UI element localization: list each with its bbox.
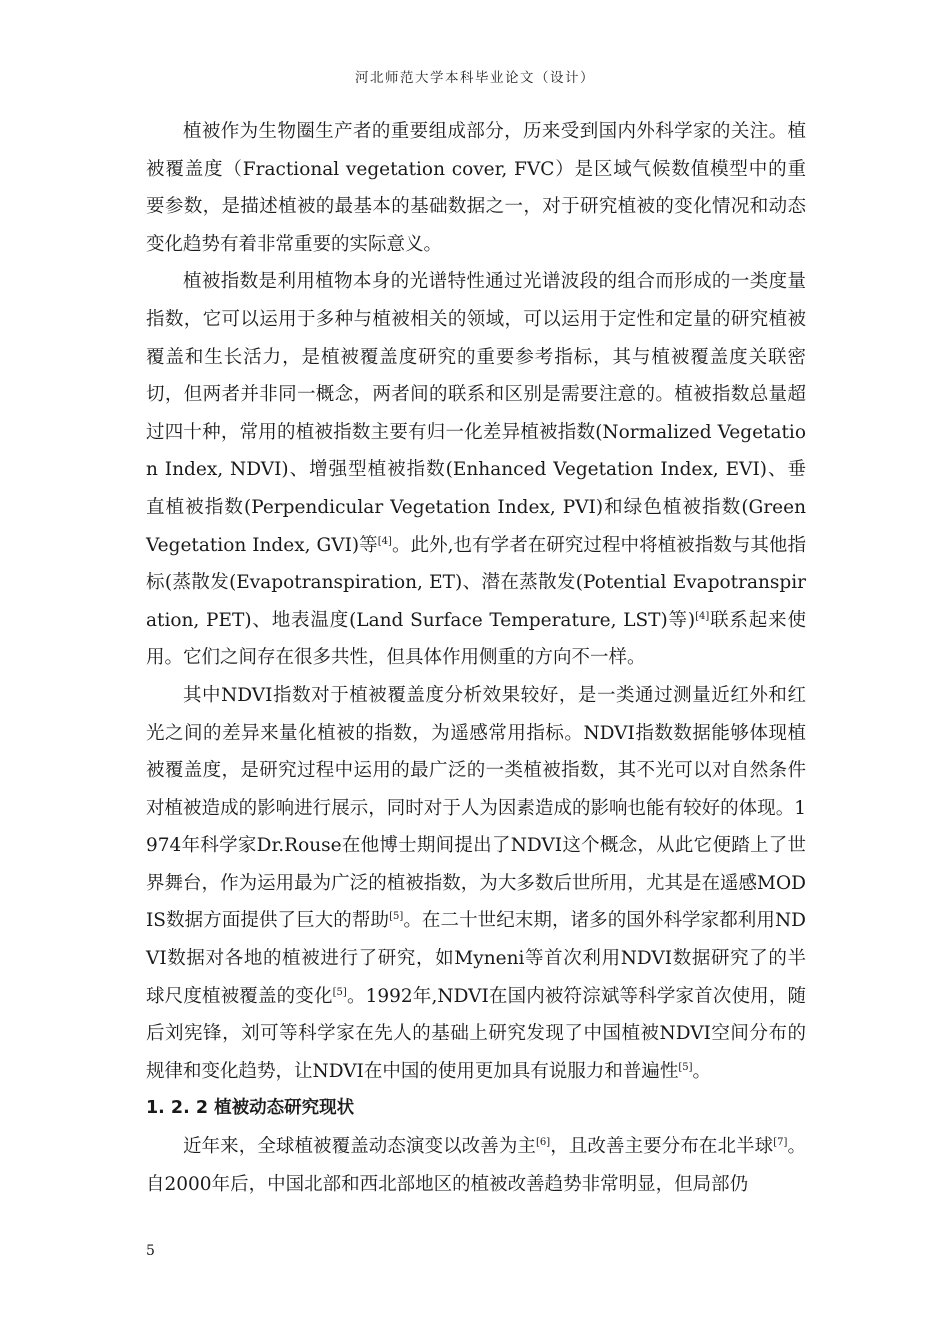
paragraph-dynamics <box>146 1128 806 1203</box>
text-run: 。自2000年后，中国北部和西北部地区的植被改善趋势非常明显，但局部仍 <box>146 1136 806 1195</box>
citation: [4] <box>695 610 710 622</box>
paragraph-vegetation-index <box>146 263 806 677</box>
page-header: 河北师范大学本科毕业论文（设计） <box>355 70 595 86</box>
body-text <box>146 113 806 1203</box>
text-run: 。在二十世纪末期，诸多的国外科学家都利用NDVI数据对各地的植被进行了研究，如Myneni等首次利用NDVI数据研究了的半球尺度植被覆盖的变化 <box>146 910 806 1007</box>
paragraph-ndvi <box>146 677 806 1091</box>
text-run: 。此外,也有学者在研究过程中将植被指数与其他指标(蒸散发(Evapotranspiration, ET)、潜在蒸散发(Potential Evapotranspiration, PET)、地表温度(Land Surface Temperature, LST)等) <box>146 534 806 631</box>
text-run: 其中NDVI指数对于植被覆盖度分析效果较好，是一类通过测量近红外和红光之间的差异来量化植被的指数，为遥感常用指标。NDVI指数数据能够体现植被覆盖度，是研究过程中运用的最广泛的一类植被指数，其不光可以对自然条件对植被造成的影响进行展示，同时对于人为因素造成的影响也能有较好的体现。1974年科学家Dr.Rouse在他博士期间提出了NDVI这个概念，从此它便踏上了世界舞台，作为运用最为广泛的植被指数，为大多数后世所用，尤其是在遥感MODIS数据方面提供了巨大的帮助 <box>146 684 806 932</box>
citation: [4] <box>377 535 392 547</box>
text-run: 。1992年,NDVI在国内被符淙斌等科学家首次使用，随后刘宪锋，刘可等科学家在先人的基础上研究发现了中国植被NDVI空间分布的规律和变化趋势，让NDVI在中国的使用更加具有说服力和普遍性 <box>146 985 806 1082</box>
text-run: 近年来，全球植被覆盖动态演变以改善为主 <box>183 1136 537 1158</box>
text-run: 联系起来使用。它们之间存在很多共性，但具体作用侧重的方向不一样。 <box>146 609 806 669</box>
citation: [6] <box>536 1136 551 1148</box>
text-run: 。 <box>692 1060 712 1082</box>
text-run: 植被作为生物圈生产者的重要组成部分，历来受到国内外科学家的关注。植被覆盖度（Fractional vegetation cover, FVC）是区域气候数值模型中的重要参数，是描述植被的最基本的基础数据之一，对于研究植被的变化情况和动态变化趋势有着非常重要的实际意义。 <box>146 121 806 255</box>
section-heading: 1. 2. 2 植被动态研究现状 <box>146 1098 355 1119</box>
citation: [5] <box>678 1061 693 1073</box>
citation: [5] <box>332 986 347 998</box>
text-run: ，且改善主要分布在北半球 <box>550 1136 774 1158</box>
paragraph-fvc <box>146 113 806 263</box>
text-run: 植被指数是利用植物本身的光谱特性通过光谱波段的组合而形成的一类度量指数，它可以运用于多种与植被相关的领域，可以运用于定性和定量的研究植被覆盖和生长活力，是植被覆盖度研究的重要参考指标，其与植被覆盖度关联密切，但两者并非同一概念，两者间的联系和区别是需要注意的。植被指数总量超过四十种，常用的植被指数主要有归一化差异植被指数(Normalized Vegetation Index, NDVI)、增强型植被指数(Enhanced Vegetation Index, EVI)、垂直植被指数(Perpendicular Vegetation Index, PVI)和绿色植被指数(Green Vegetation Index, GVI)等 <box>146 271 806 556</box>
page-number: 5 <box>146 1243 155 1259</box>
citation: [7] <box>773 1136 788 1148</box>
citation: [5] <box>389 911 404 923</box>
